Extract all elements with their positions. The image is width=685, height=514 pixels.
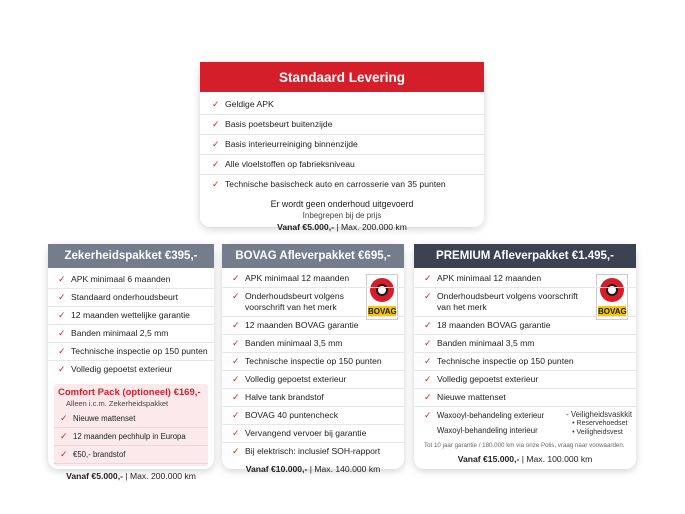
check-icon: ✓ (212, 139, 220, 149)
check-icon: ✓ (232, 410, 240, 420)
list-item: ✓ Banden minimaal 3,5 mm (222, 335, 404, 353)
veiligheid-item: • Veiligheidsvest (572, 429, 623, 436)
check-icon: ✓ (424, 392, 432, 402)
zekerheid-footer (48, 471, 214, 481)
check-icon: ✓ (232, 338, 240, 348)
list-item (414, 407, 636, 440)
check-icon: ✓ (212, 119, 220, 129)
list-item: ✓ Basis poetsbeurt buitenzijde (200, 115, 484, 135)
list-item: ✓ Technische inspectie op 150 punten (222, 353, 404, 371)
check-icon: ✓ (60, 431, 68, 441)
garantie-note: Tot 10 jaar garantie / 180.000 km via onze Polis, vraag naar voowaarden. (424, 442, 625, 449)
list-item: ✓ 12 maanden pechhulp in Europa (54, 428, 208, 446)
list-item: ✓ Volledig gepoetst exterieur (58, 364, 173, 374)
list-item: ✓ Technische basischeck auto en carrosserie van 35 punten (212, 179, 446, 189)
comfort-feature-list (54, 410, 208, 464)
standaard-levering-title: Standaard Levering (278, 69, 406, 85)
veiligheid-title: - Veiligheidsvaskkit (566, 410, 632, 419)
zekerheidspakket-card (48, 244, 214, 481)
list-item: ✓ APK minimaal 12 maanden (414, 270, 636, 288)
list-item: ✓ Halve tank brandstof (222, 389, 404, 407)
standaard-footer (200, 199, 484, 232)
check-icon: ✓ (232, 428, 240, 438)
list-item: ✓ Technische inspectie op 150 punten (48, 343, 214, 361)
list-item: ✓ APK minimaal 12 maanden (222, 270, 404, 288)
list-item: ✓ Volledig gepoetst exterieur (414, 371, 636, 389)
premium-afleverpakket-title: PREMIUM Afleverpakket €1.495,- (436, 250, 614, 262)
list-item: ✓ Standaard onderhoudsbeurt (48, 289, 214, 307)
standaard-note: Er wordt geen onderhoud uitgevoerd (270, 199, 414, 209)
check-icon: ✓ (232, 291, 240, 301)
list-item: ✓ Basis interieurreiniging binnenzijde (200, 135, 484, 155)
premium-afleverpakket-header (414, 244, 636, 268)
check-icon: ✓ (424, 374, 432, 384)
zekerheidspakket-header (48, 244, 214, 268)
list-item: ✓ Onderhoudsbeurt volgens voorschrift van het merk (414, 288, 636, 317)
list-item: ✓ Vervangend vervoer bij garantie (222, 425, 404, 443)
check-icon: ✓ (232, 374, 240, 384)
standaard-feature-list (200, 95, 484, 194)
bovag-price: Vanaf €10.000,- (245, 464, 308, 474)
comfort-pack-box (54, 384, 208, 466)
standaard-levering-header (200, 62, 484, 92)
standaard-max-km: | Max. 200.000 km (336, 222, 407, 232)
list-item: ✓ 12 maanden BOVAG garantie (222, 317, 404, 335)
check-icon: ✓ (424, 356, 432, 366)
comfort-pack-title: Comfort Pack (optioneel) €169,- (58, 387, 201, 398)
list-item: ✓ Bij elektrisch: inclusief SOH-rapport (232, 446, 381, 456)
check-icon: ✓ (58, 328, 66, 338)
bovag-logo-text: BOVAG (368, 307, 397, 316)
bovag-max-km: | Max. 140.000 km (309, 464, 381, 474)
list-item: ✓ Onderhoudsbeurt volgens voorschrift van het merk (222, 288, 404, 317)
check-icon: ✓ (60, 413, 68, 423)
zekerheid-price: Vanaf €5.000,- (66, 471, 123, 481)
standaard-levering-card (200, 62, 484, 232)
check-icon: ✓ (424, 338, 432, 348)
bovag-feature-list (222, 270, 404, 460)
check-icon: ✓ (424, 410, 432, 420)
check-icon: ✓ (232, 320, 240, 330)
list-item: ✓ 18 maanden BOVAG garantie (414, 317, 636, 335)
list-item: ✓ APK minimaal 6 maanden (48, 271, 214, 289)
veiligheid-item: • Reservehoedset (572, 420, 628, 427)
bovag-afleverpakket-card (222, 244, 404, 474)
list-item: ✓ €50,- brandstof (54, 446, 208, 464)
check-icon: ✓ (232, 356, 240, 366)
waxoyl-exterieur: Waxooyl-behandeling exterieur (437, 411, 545, 420)
list-item: ✓ Banden minimaal 3,5 mm (414, 335, 636, 353)
list-item: ✓ Volledig gepoetst exterieur (222, 371, 404, 389)
check-icon: ✓ (424, 291, 432, 301)
standaard-included: Inbegrepen bij de prijs (302, 211, 382, 220)
check-icon: ✓ (232, 273, 240, 283)
check-icon: ✓ (58, 274, 66, 284)
check-icon: ✓ (58, 346, 66, 356)
list-item: ✓ BOVAG 40 puntencheck (222, 407, 404, 425)
bovag-afleverpakket-title: BOVAG Afleverpakket €695,- (235, 250, 391, 262)
check-icon: ✓ (424, 273, 432, 283)
comfort-pack-subtitle: Alleen i.c.m. Zekerheidspakket (66, 399, 169, 408)
check-icon: ✓ (60, 449, 68, 459)
check-icon: ✓ (424, 320, 432, 330)
zekerheid-max-km: | Max. 200.000 km (125, 471, 196, 481)
list-item: ✓ Banden minimaal 2,5 mm (48, 325, 214, 343)
waxoyl-interieur: Waxoyl-behandeling interieur (437, 426, 538, 435)
zekerheidspakket-title: Zekerheidspakket €395,- (64, 250, 198, 262)
standaard-price: Vanaf €5.000,- (277, 222, 334, 232)
check-icon: ✓ (232, 446, 240, 456)
check-icon: ✓ (212, 99, 220, 109)
bovag-afleverpakket-header (222, 244, 404, 268)
bovag-footer (222, 464, 404, 474)
list-item: ✓ Geldige APK (200, 95, 484, 115)
zekerheid-feature-list (48, 271, 214, 378)
premium-max-km: | Max. 100.000 km (521, 454, 593, 464)
list-item: ✓ 12 maanden wettelijke garantie (48, 307, 214, 325)
check-icon: ✓ (58, 292, 66, 302)
bovag-logo-text: BOVAG (598, 307, 627, 316)
check-icon: ✓ (58, 364, 66, 374)
check-icon: ✓ (58, 310, 66, 320)
premium-footer (414, 454, 636, 464)
list-item: ✓ Nieuwe mattenset (54, 410, 208, 428)
veiligheid-list (566, 410, 632, 437)
premium-afleverpakket-card (414, 244, 636, 469)
premium-feature-list (414, 270, 636, 440)
check-icon: ✓ (212, 159, 220, 169)
check-icon: ✓ (212, 179, 220, 189)
list-item: ✓ Nieuwe mattenset (414, 389, 636, 407)
premium-price: Vanaf €15.000,- (457, 454, 520, 464)
list-item: ✓ Alle vloelstoffen op fabrieksniveau (200, 155, 484, 175)
check-icon: ✓ (232, 392, 240, 402)
list-item: ✓ Technische inspectie op 150 punten (414, 353, 636, 371)
